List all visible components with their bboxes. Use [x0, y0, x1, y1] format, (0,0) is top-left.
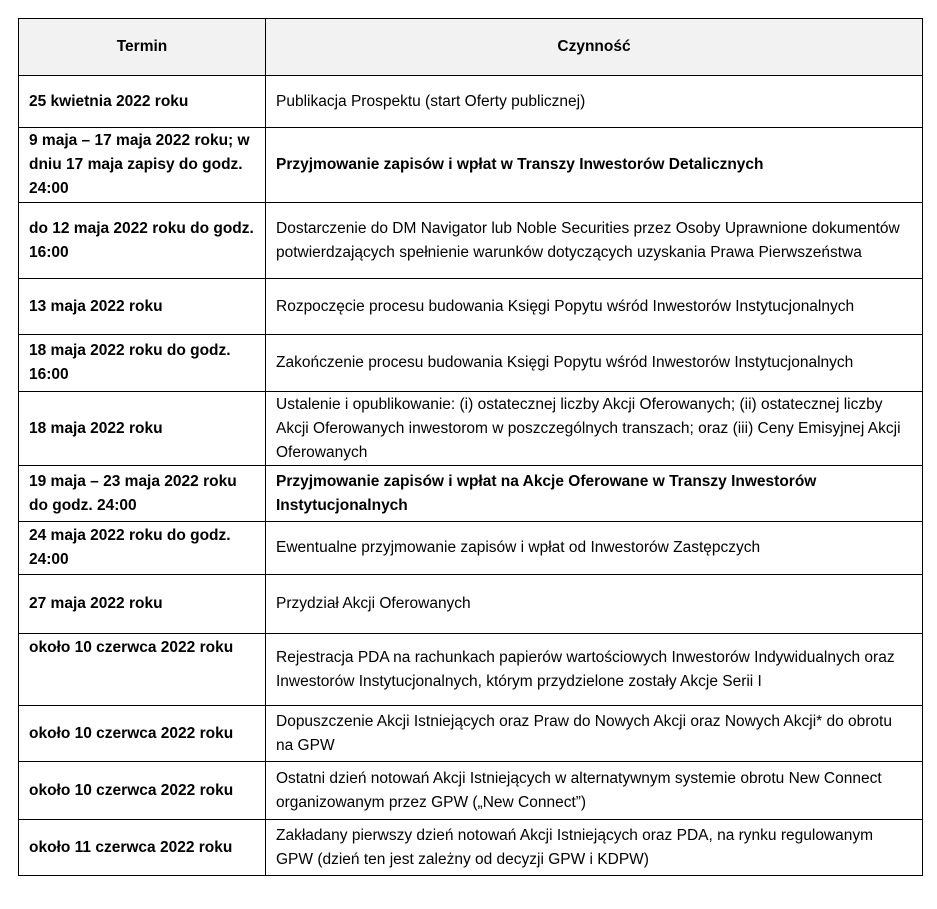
activity-cell: Zakończenie procesu budowania Księgi Popytu wśród Inwestorów Instytucjonalnych [266, 335, 923, 392]
date-cell: około 10 czerwca 2022 roku [19, 706, 266, 762]
schedule-table [18, 18, 923, 876]
table-row [19, 522, 923, 575]
activity-cell: Przyjmowanie zapisów i wpłat w Transzy Inwestorów Detalicznych [266, 128, 923, 203]
header-row [19, 19, 923, 76]
date-cell: 9 maja – 17 maja 2022 roku; w dniu 17 maja zapisy do godz. 24:00 [19, 128, 266, 203]
activity-cell: Ostatni dzień notowań Akcji Istniejących w alternatywnym systemie obrotu New Connect organizowanym przez GPW („New Connect”) [266, 762, 923, 820]
date-cell: 19 maja – 23 maja 2022 roku do godz. 24:00 [19, 466, 266, 522]
table-row [19, 466, 923, 522]
activity-cell: Dopuszczenie Akcji Istniejących oraz Praw do Nowych Akcji oraz Nowych Akcji* do obrotu na GPW [266, 706, 923, 762]
activity-cell: Publikacja Prospektu (start Oferty publicznej) [266, 76, 923, 128]
activity-cell: Dostarczenie do DM Navigator lub Noble Securities przez Osoby Uprawnione dokumentów potwierdzających spełnienie warunków dotyczących uzyskania Prawa Pierwszeństwa [266, 203, 923, 279]
table-row [19, 76, 923, 128]
date-cell: 18 maja 2022 roku do godz. 16:00 [19, 335, 266, 392]
activity-cell: Przydział Akcji Oferowanych [266, 575, 923, 634]
date-cell: 24 maja 2022 roku do godz. 24:00 [19, 522, 266, 575]
table-row [19, 762, 923, 820]
table-row [19, 128, 923, 203]
table-row [19, 575, 923, 634]
table-row [19, 335, 923, 392]
table-row [19, 203, 923, 279]
date-cell: 25 kwietnia 2022 roku [19, 76, 266, 128]
date-cell: 18 maja 2022 roku [19, 392, 266, 466]
activity-cell: Rejestracja PDA na rachunkach papierów wartościowych Inwestorów Indywidualnych oraz Inwestorów Instytucjonalnych, którym przydzielone zostały Akcje Serii I [266, 634, 923, 706]
activity-cell: Ewentualne przyjmowanie zapisów i wpłat od Inwestorów Zastępczych [266, 522, 923, 575]
activity-cell: Zakładany pierwszy dzień notowań Akcji Istniejących oraz PDA, na rynku regulowanym GPW (dzień ten jest zależny od decyzji GPW i KDPW) [266, 820, 923, 876]
table-row [19, 706, 923, 762]
header-czynnosc: Czynność [266, 19, 923, 76]
table-row [19, 820, 923, 876]
date-cell: około 10 czerwca 2022 roku [19, 762, 266, 820]
table-row [19, 634, 923, 706]
date-cell: około 10 czerwca 2022 roku [19, 634, 266, 706]
date-cell: 13 maja 2022 roku [19, 279, 266, 335]
date-cell: około 11 czerwca 2022 roku [19, 820, 266, 876]
table-row [19, 392, 923, 466]
table-row [19, 279, 923, 335]
date-cell: do 12 maja 2022 roku do godz. 16:00 [19, 203, 266, 279]
activity-cell: Ustalenie i opublikowanie: (i) ostatecznej liczby Akcji Oferowanych; (ii) ostatecznej liczby Akcji Oferowanych inwestorom w poszczególnych transzach; oraz (iii) Ceny Emisyjnej Akcji Oferowanych [266, 392, 923, 466]
activity-cell: Rozpoczęcie procesu budowania Księgi Popytu wśród Inwestorów Instytucjonalnych [266, 279, 923, 335]
header-termin: Termin [19, 19, 266, 76]
activity-cell: Przyjmowanie zapisów i wpłat na Akcje Oferowane w Transzy Inwestorów Instytucjonalnych [266, 466, 923, 522]
date-cell: 27 maja 2022 roku [19, 575, 266, 634]
